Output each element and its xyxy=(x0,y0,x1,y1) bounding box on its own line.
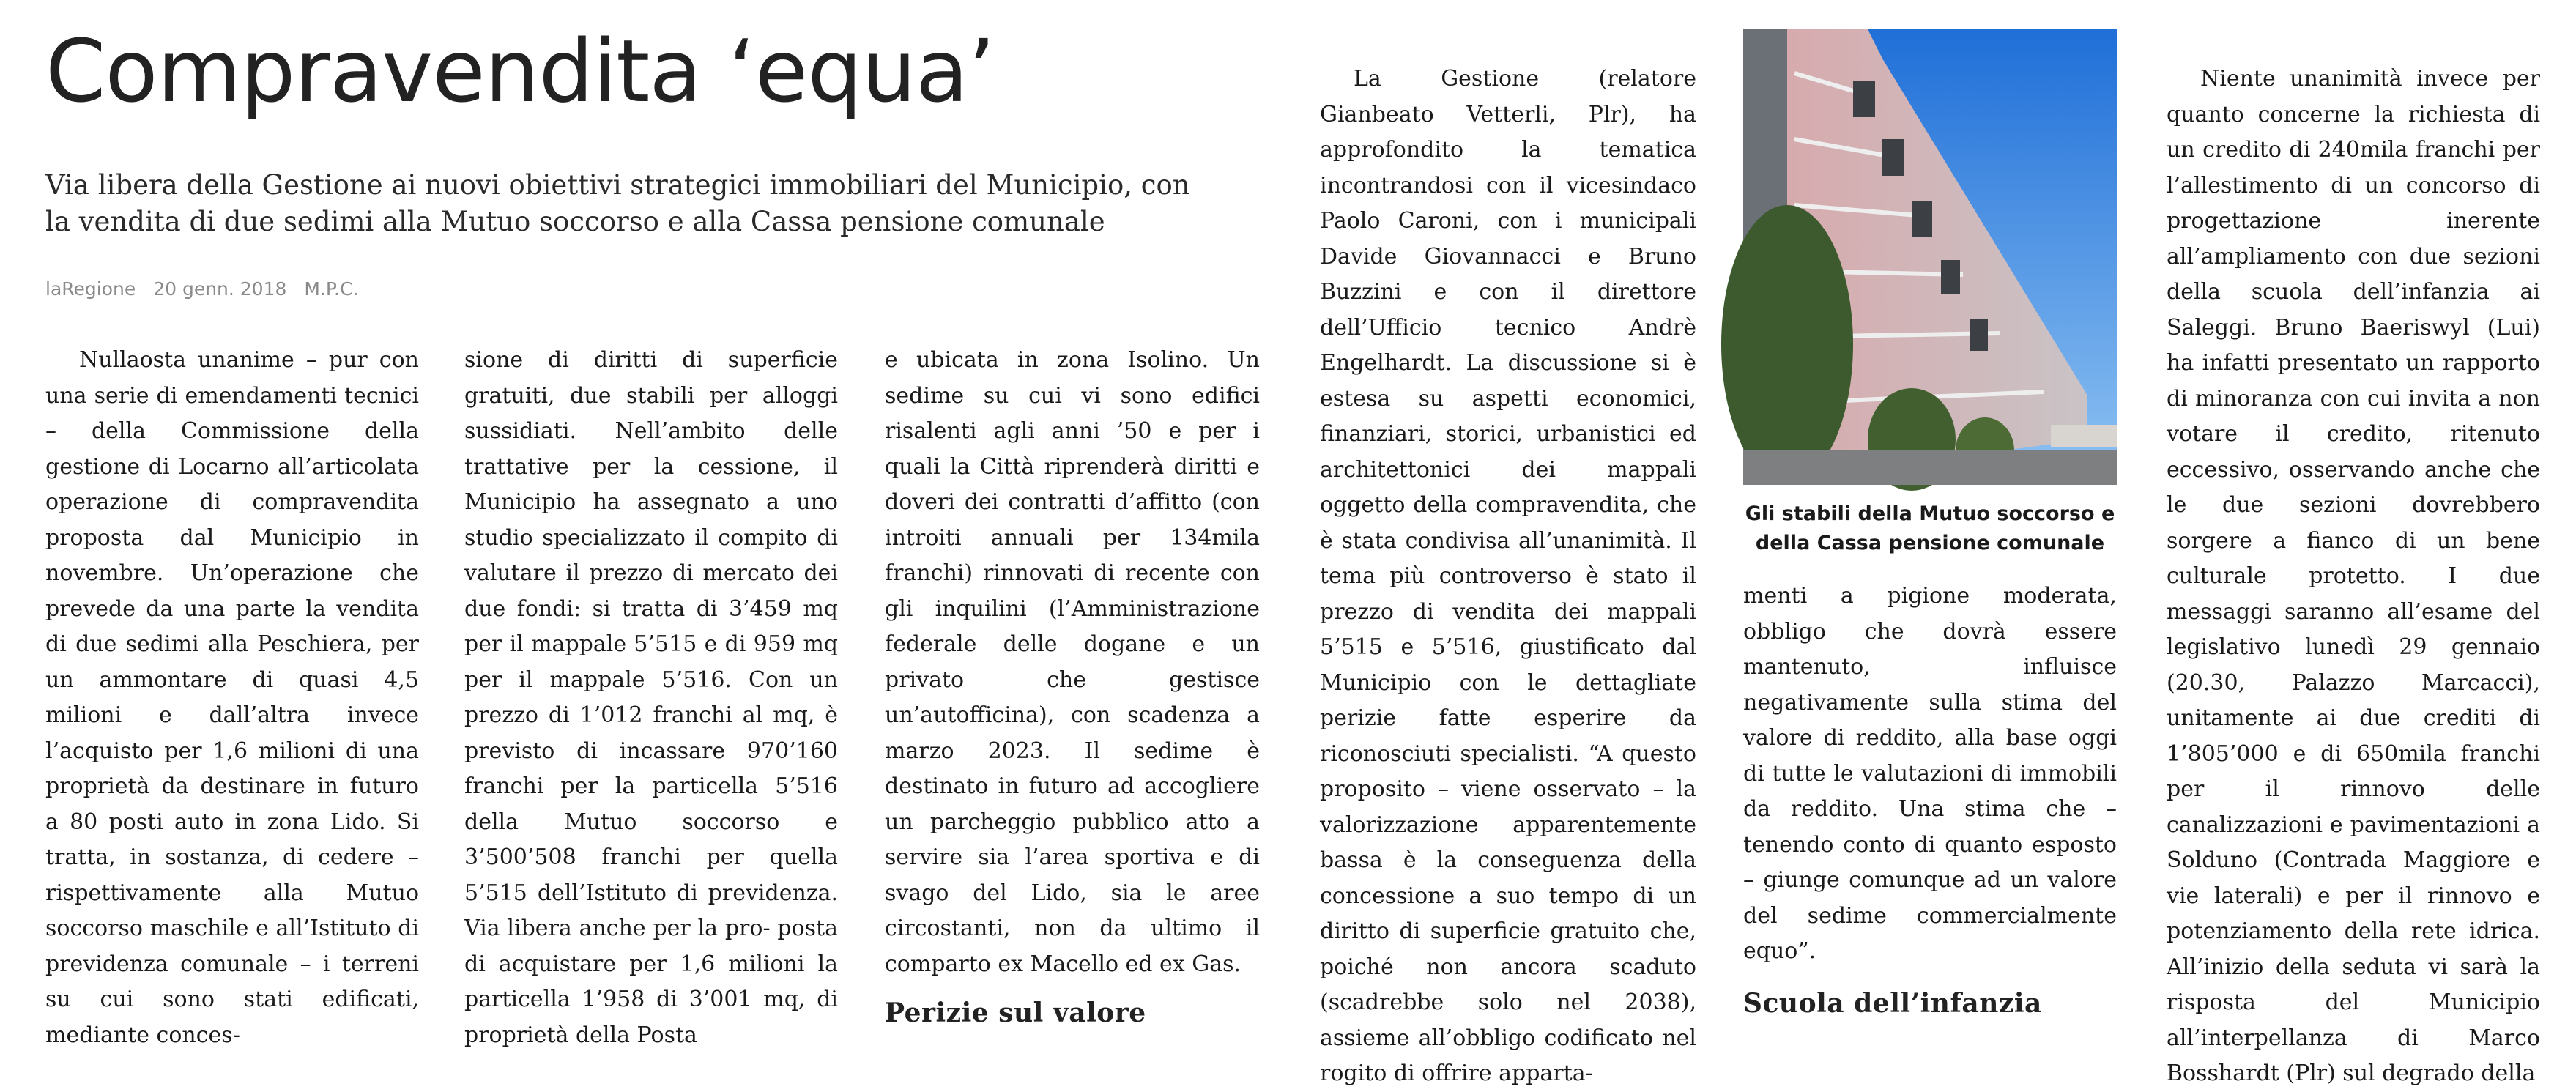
article-column-5 xyxy=(1743,579,2117,964)
column-5-text: menti a pigione moderata, obbligo che dovrà essere mantenuto, influisce negativamente sulla stima del valore di reddito, alla base oggi di tutte le valutazioni di immobili da reddito. Una stima che – tenendo conto di quanto esposto – giunge comunque ad un valore del sedime commercialmente equo”. xyxy=(1743,583,2117,964)
article-column-2 xyxy=(464,343,838,1048)
article-headline: Compravendita ‘equa’ xyxy=(45,21,995,122)
column-1-text: Nullaosta unanime – pur con una serie di emendamenti tecnici – della Commissione della gestione di Locarno all’articolata operazione di compravendita proposta dal Municipio in novembre. Un’operazione che prevede da una parte la vendita di due sedimi alla Peschiera, per un ammontare di quasi 4,5 milioni e dall’altra invece l’acquisto per 1,6 milioni di una proprietà da destinare in futuro a 80 posti auto in zona Lido. Si tratta, in sostanza, di cedere – rispettivamente alla Mutuo soccorso maschile e all’Istituto di previdenza comunale – i terreni su cui sono stati edificati, mediante conces- xyxy=(45,347,419,1048)
article-column-6 xyxy=(2167,62,2540,1086)
column-2-text: sione di diritti di superficie gratuiti, due stabili per alloggi sussidiati. Nell’ambito delle trattative per la cessione, il Municipio ha assegnato a uno studio specializzato il compito di valutare il prezzo di mercato dei due fondi: si tratta di 3’459 mq per il mappale 5’515 e di 959 mq per il mappale 5’516. Con un prezzo di 1’012 franchi al mq, è previsto di incassare 970’160 franchi per la particella 5’516 della Mutuo soccorso e 3’500’508 franchi per quella 5’515 dell’Istituto di previdenza. Via libera anche per la pro- posta di acquistare per 1,6 milioni la particella 1’958 di 3’001 mq, di proprietà della Posta xyxy=(464,347,838,1048)
photo-caption: Gli stabili della Mutuo soccorso e della Cassa pensione comunale xyxy=(1745,502,2115,554)
article-column-1 xyxy=(45,343,419,1048)
column-6-text: Niente unanimità invece per quanto concerne la richiesta di un credito di 240mila franchi per l’allestimento di un concorso di progettazione inerente all’ampliamento con due sezioni della scuola dell’infanzia ai Saleggi. Bruno Baeriswyl (Lui) ha infatti presentato un rapporto di minoranza con cui invita a non votare il credito, ritenuto eccessivo, osservando anche che le due sezioni dovrebbero sorgere a fianco di un bene culturale protetto. I due messaggi saranno all’esame del legislativo lunedì 29 gennaio (20.30, Palazzo Marcacci), unitamente ai due crediti di 1’805’000 e di 650mila franchi per il rinnovo delle canalizzazioni e pavimentazioni a Solduno (Contrada Maggiore e vie laterali) e per il rinnovo e potenziamento della rete idrica. All’inizio della seduta vi sarà la risposta del Municipio all’interpellanza di Marco Bosshardt (Plr) sul degrado della xyxy=(2167,66,2540,1086)
subhead-scuola: Scuola dell’infanzia xyxy=(1743,988,2042,1019)
byline-author: M.P.C. xyxy=(304,278,359,300)
article-subtitle: Via libera della Gestione ai nuovi obiettivi strategici immobiliari del Municipio, con la vendita di due sedimi alla Mutuo soccorso e alla Cassa pensione comunale xyxy=(45,169,1190,237)
subhead-perizie: Perizie sul valore xyxy=(885,998,1146,1028)
column-3-text: e ubicata in zona Isolino. Un sedime su cui vi sono edifici risalenti agli anni ’50 e per i quali la Città riprenderà diritti e doveri dei contratti d’affitto (con introiti annuali per 134mila franchi) rinnovati di recente con gli inquilini (l’Amministrazione federale delle dogane e un privato che gestisce un’autofficina), con scadenza a marzo 2023. Il sedime è destinato in futuro ad accogliere un parcheggio pubblico atto a servire sia l’area sportiva e di svago del Lido, sia le aree circostanti, non da ultimo il comparto ex Macello ed ex Gas. xyxy=(885,347,1260,977)
article-byline xyxy=(45,278,370,300)
article-photo[interactable] xyxy=(1743,29,2117,485)
article-column-3 xyxy=(885,343,1260,1046)
byline-date: 20 genn. 2018 xyxy=(153,278,287,300)
article-column-4 xyxy=(1320,62,1696,1086)
column-4-text: La Gestione (relatore Gianbeato Vetterli, Plr), ha approfondito la tematica incontrandosi con il vicesindaco Paolo Caroni, con i municipali Davide Giovannacci e Bruno Buzzini e con il direttore dell’Ufficio tecnico Andrè Engelhardt. La discussione si è estesa su aspetti economici, finanziari, storici, urbanistici ed architettonici dei mappali oggetto della compravendita, che è stata condivisa all’unanimità. Il tema più controverso è stato il prezzo di vendita dei mappali 5’515 e 5’516, giustificato dal Municipio con le dettagliate perizie fatte esperire da riconosciuti specialisti. “A questo proposito – viene osservato – la valorizzazione apparentemente bassa è la conseguenza della concessione a suo tempo di un diritto di superficie gratuito che, poiché non ancora scaduto (scadrebbe solo nel 2038), assieme all’obbligo codificato nel rogito di offrire apparta- xyxy=(1320,66,1696,1086)
byline-source[interactable]: laRegione xyxy=(45,278,136,300)
